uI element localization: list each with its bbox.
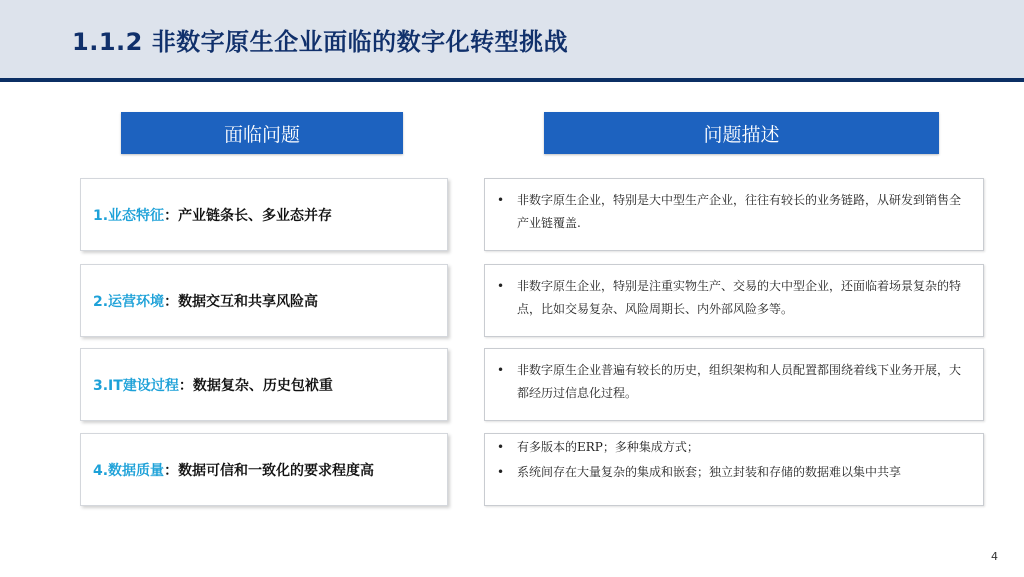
problem-box-4	[80, 433, 448, 506]
problem-2-text: 数据交互和共享风险高	[178, 293, 319, 310]
bullet-dot: •	[497, 193, 505, 207]
description-2-bullet-1	[497, 275, 969, 321]
bullet-dot: •	[497, 440, 505, 454]
problem-3-separator: ：	[178, 377, 193, 394]
description-box-4	[484, 433, 984, 506]
description-1-text-1: 非数字原生企业，特别是大中型生产企业，往往有较长的业务链路，从研发到销售全产业链覆盖.	[517, 193, 962, 230]
description-3-text-1: 非数字原生企业普遍有较长的历史，组织架构和人员配置都围绕着线下业务开展，大都经历过信息化过程。	[517, 363, 962, 400]
description-3-bullet-1	[497, 359, 969, 405]
description-box-2	[484, 264, 984, 337]
description-4-text-1: 有多版本的ERP；多种集成方式；	[517, 440, 699, 454]
description-4-bullet-2	[497, 461, 969, 484]
problem-box-2	[80, 264, 448, 337]
description-box-1	[484, 178, 984, 251]
description-4-bullet-1	[497, 436, 969, 459]
description-2-text-1: 非数字原生企业，特别是注重实物生产、交易的大中型企业，还面临着场景复杂的特点，比如交易复杂、风险周期长、内外部风险多等。	[517, 279, 962, 316]
problem-1-category: 1.业态特征	[93, 207, 165, 224]
title-band	[0, 0, 1024, 78]
page-number: 4	[991, 550, 998, 563]
bullet-dot: •	[497, 363, 505, 377]
problem-1-text: 产业链条长、多业态并存	[178, 207, 333, 224]
problem-2-separator: ：	[164, 293, 179, 310]
problem-2-category: 2.运营环境	[93, 293, 165, 310]
description-1-bullet-1	[497, 189, 969, 235]
description-4-text-2: 系统间存在大量复杂的集成和嵌套；独立封装和存储的数据难以集中共享	[517, 465, 902, 479]
problem-box-3	[80, 348, 448, 421]
problem-4-separator: ：	[164, 462, 179, 479]
bullet-dot: •	[497, 279, 505, 293]
description-box-3	[484, 348, 984, 421]
problem-4-category: 4.数据质量	[93, 462, 165, 479]
title-divider	[0, 78, 1024, 82]
problem-3-category: 3.IT建设过程	[93, 377, 179, 394]
problem-3-text: 数据复杂、历史包袱重	[192, 377, 333, 394]
problem-1-separator: ：	[164, 207, 179, 224]
header-descriptions: 问题描述	[544, 112, 939, 154]
header-problems: 面临问题	[121, 112, 403, 154]
problem-box-1	[80, 178, 448, 251]
bullet-dot: •	[497, 465, 505, 479]
problem-4-text: 数据可信和一致化的要求程度高	[178, 462, 375, 479]
slide-title: 1.1.2 非数字原生企业面临的数字化转型挑战	[72, 28, 569, 56]
